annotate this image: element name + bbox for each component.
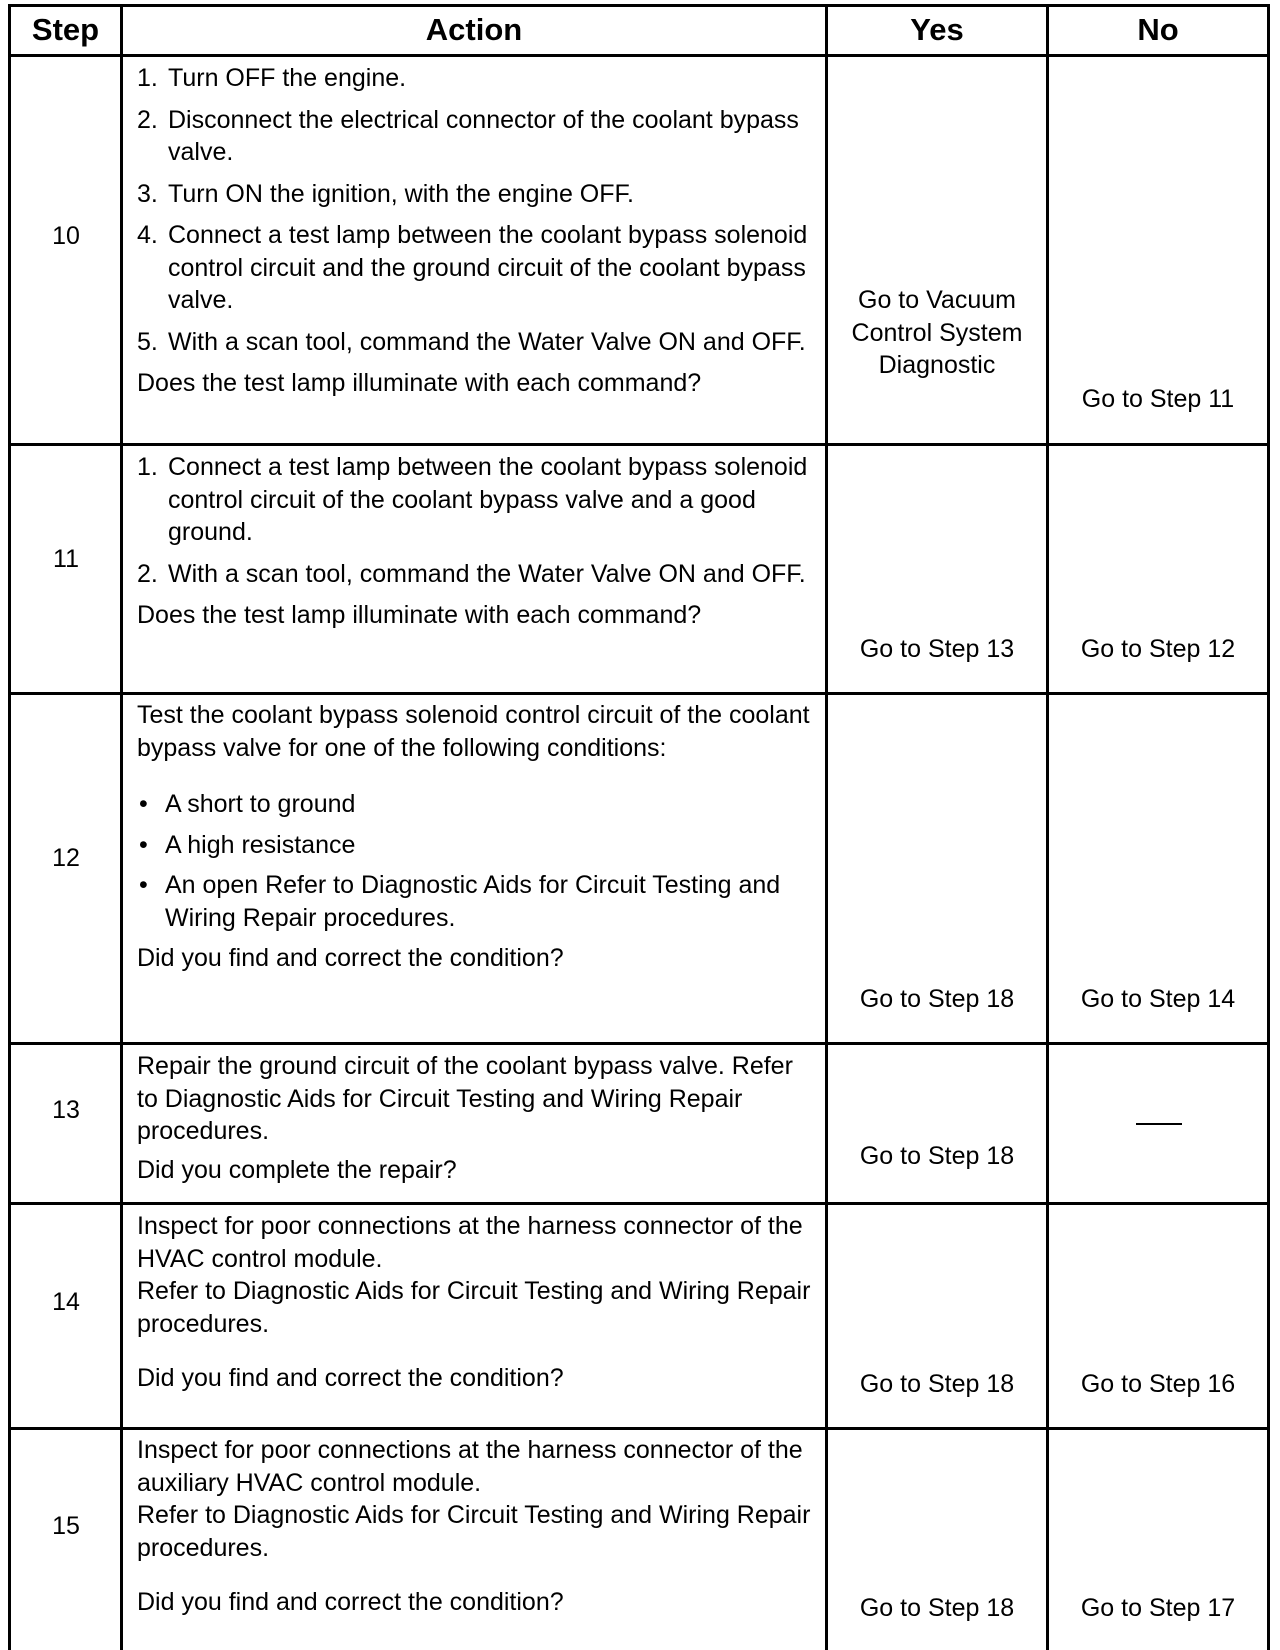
action-intro: Inspect for poor connections at the harness connector of the auxiliary HVAC control module. bbox=[137, 1436, 803, 1497]
list-item: • An open Refer to Diagnostic Aids for Circuit Testing and Wiring Repair procedures. bbox=[139, 871, 781, 932]
list-item: 2. Disconnect the electrical connector of the coolant bypass valve. bbox=[137, 105, 799, 166]
list-item: 1. Connect a test lamp between the coolant bypass solenoid control circuit of the coolant bypass valve and a good ground. bbox=[137, 453, 808, 546]
question: Did you find and correct the condition? bbox=[137, 944, 564, 972]
step-number: 12 bbox=[52, 844, 80, 872]
action-intro: Test the coolant bypass solenoid control circuit of the coolant bypass valve for one of the following conditions: bbox=[137, 701, 810, 762]
action-cell bbox=[137, 1050, 817, 1186]
action-reference: Refer to Diagnostic Aids for Circuit Testing and Wiring Repair procedures. bbox=[137, 1277, 811, 1338]
row-divider bbox=[8, 1202, 1270, 1205]
no-answer: Go to Step 17 bbox=[1080, 1594, 1236, 1622]
header-yes: Yes bbox=[910, 12, 964, 47]
yes-answer: Go to Step 18 bbox=[859, 985, 1015, 1013]
question: Does the test lamp illuminate with each command? bbox=[137, 369, 702, 397]
yes-answer: Go to Step 18 bbox=[859, 1142, 1015, 1170]
yes-answer: Go to Step 18 bbox=[859, 1370, 1015, 1398]
list-item: 4. Connect a test lamp between the coolant bypass solenoid control circuit and the ground circuit of the coolant bypass valve. bbox=[137, 221, 808, 314]
list-item: 3. Turn ON the ignition, with the engine OFF. bbox=[137, 179, 634, 208]
question: Did you find and correct the condition? bbox=[137, 1588, 564, 1616]
list-item: • A high resistance bbox=[139, 830, 356, 859]
action-intro: Inspect for poor connections at the harness connector of the HVAC control module. bbox=[137, 1212, 803, 1273]
step-number: 13 bbox=[52, 1096, 80, 1124]
question: Does the test lamp illuminate with each command? bbox=[137, 601, 702, 629]
question: Did you find and correct the condition? bbox=[137, 1364, 564, 1392]
row-divider bbox=[8, 1427, 1270, 1430]
step-number: 14 bbox=[52, 1288, 80, 1316]
list-item: 5. With a scan tool, command the Water Valve ON and OFF. bbox=[137, 327, 806, 356]
yes-answer: Go to Step 13 bbox=[859, 635, 1015, 663]
action-cell bbox=[137, 62, 817, 400]
row-divider bbox=[8, 443, 1270, 446]
action-cell bbox=[137, 699, 817, 975]
list-item: 1. Turn OFF the engine. bbox=[137, 64, 407, 92]
action-intro: Repair the ground circuit of the coolant bypass valve. Refer to Diagnostic Aids for Circuit Testing and Wiring Repair procedures. bbox=[137, 1052, 793, 1145]
header-no: No bbox=[1137, 12, 1179, 47]
action-reference: Refer to Diagnostic Aids for Circuit Testing and Wiring Repair procedures. bbox=[137, 1501, 811, 1562]
list-item: • A short to ground bbox=[139, 790, 356, 818]
not-applicable-dash bbox=[1136, 1123, 1182, 1125]
row-divider bbox=[8, 1042, 1270, 1045]
yes-answer: Go to Vacuum Control System Diagnostic bbox=[851, 286, 1023, 379]
column-divider bbox=[1046, 4, 1049, 1650]
row-divider bbox=[8, 692, 1270, 695]
header-action: Action bbox=[425, 12, 523, 47]
step-number: 10 bbox=[52, 222, 80, 250]
action-cell bbox=[137, 1210, 817, 1395]
question: Did you complete the repair? bbox=[137, 1155, 457, 1184]
step-number: 11 bbox=[53, 545, 79, 573]
no-answer: Go to Step 14 bbox=[1080, 985, 1236, 1013]
no-answer: Go to Step 16 bbox=[1080, 1370, 1236, 1398]
action-cell bbox=[137, 451, 817, 632]
list-item: 2. With a scan tool, command the Water Valve ON and OFF. bbox=[137, 559, 806, 588]
column-divider bbox=[825, 4, 828, 1650]
table-border-right bbox=[1267, 4, 1270, 1650]
header-step: Step bbox=[31, 12, 100, 47]
step-number: 15 bbox=[52, 1512, 80, 1540]
no-answer: Go to Step 11 bbox=[1081, 385, 1235, 413]
action-cell bbox=[137, 1434, 817, 1619]
yes-answer: Go to Step 18 bbox=[859, 1594, 1015, 1622]
no-answer: Go to Step 12 bbox=[1080, 635, 1236, 663]
